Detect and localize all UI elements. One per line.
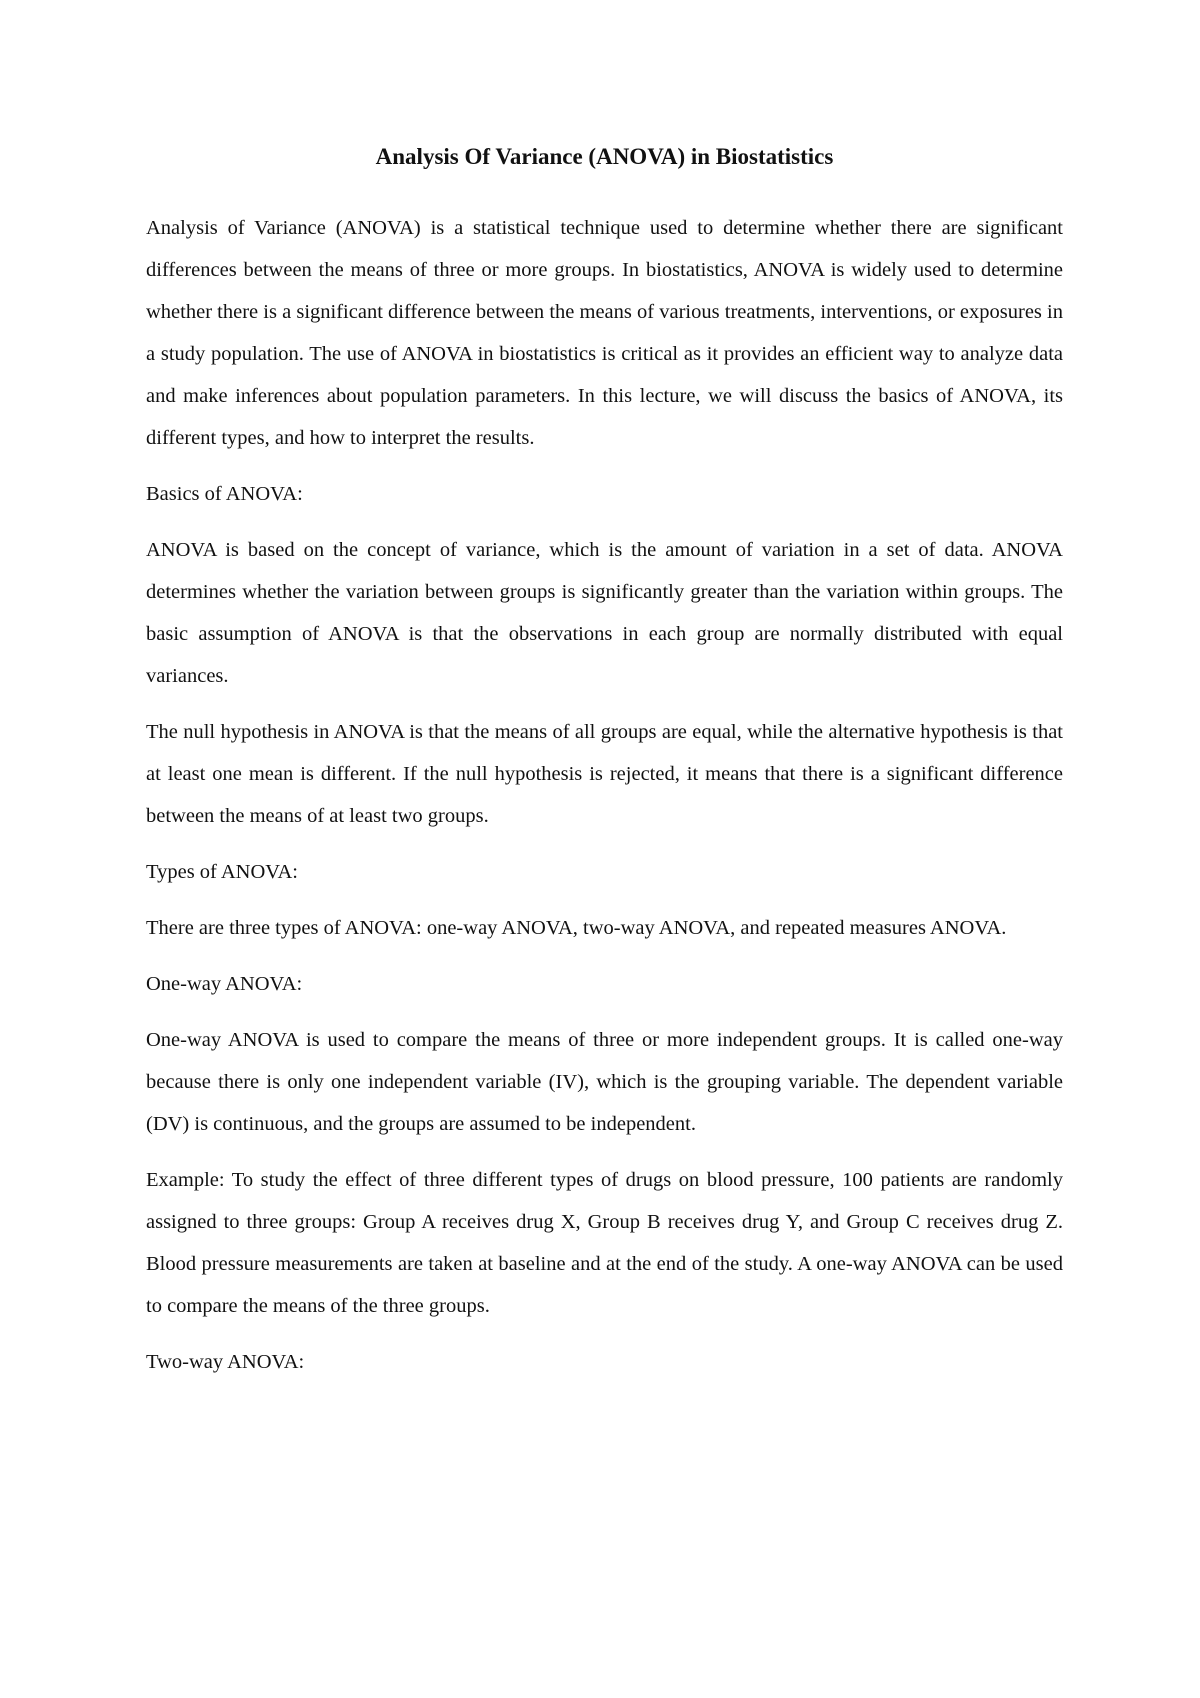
basics-paragraph-1: ANOVA is based on the concept of variance, which is the amount of variation in a set of data. ANOVA determines whether the variation between groups is significantly greater than the variation within groups. The basic assumption of ANOVA is that the observations in each group are normally distributed with equal variances. xyxy=(146,539,1063,687)
twoway-heading: Two-way ANOVA: xyxy=(146,1351,305,1373)
document-body xyxy=(146,140,1063,1397)
document-title: Analysis Of Variance (ANOVA) in Biostatistics xyxy=(375,144,834,169)
basics-heading: Basics of ANOVA: xyxy=(146,483,303,505)
oneway-heading: One-way ANOVA: xyxy=(146,973,303,995)
types-heading: Types of ANOVA: xyxy=(146,861,298,883)
intro-paragraph: Analysis of Variance (ANOVA) is a statistical technique used to determine whether there are significant differences between the means of three or more groups. In biostatistics, ANOVA is widely used to determine whether there is a significant difference between the means of various treatments, interventions, or exposures in a study population. The use of ANOVA in biostatistics is critical as it provides an efficient way to analyze data and make inferences about population parameters. In this lecture, we will discuss the basics of ANOVA, its different types, and how to interpret the results. xyxy=(146,217,1063,449)
oneway-example-paragraph: Example: To study the effect of three different types of drugs on blood pressure, 100 patients are randomly assigned to three groups: Group A receives drug X, Group B receives drug Y, and Group C receives drug Z. Blood pressure measurements are taken at baseline and at the end of the study. A one-way ANOVA can be used to compare the means of the three groups. xyxy=(146,1169,1063,1317)
basics-paragraph-2: The null hypothesis in ANOVA is that the means of all groups are equal, while the alternative hypothesis is that at least one mean is different. If the null hypothesis is rejected, it means that there is a significant difference between the means of at least two groups. xyxy=(146,721,1063,827)
oneway-paragraph: One-way ANOVA is used to compare the means of three or more independent groups. It is called one-way because there is only one independent variable (IV), which is the grouping variable. The dependent variable (DV) is continuous, and the groups are assumed to be independent. xyxy=(146,1029,1063,1135)
types-paragraph: There are three types of ANOVA: one-way ANOVA, two-way ANOVA, and repeated measures ANOVA. xyxy=(146,917,1007,939)
